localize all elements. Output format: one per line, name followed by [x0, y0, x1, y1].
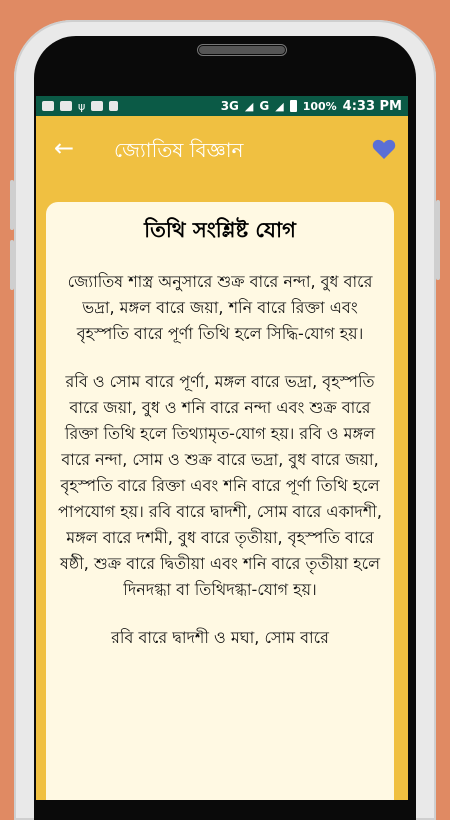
clock: 4:33 PM: [342, 98, 402, 114]
phone-speaker: [199, 46, 285, 54]
article-paragraph: জ্যোতিষ শাস্ত্র অনুসারে শুক্র বারে নন্দা, বুধ বারে ভদ্রা, মঙ্গল বারে জয়া, শনি বারে রিক্তা এবং বৃহস্পতি বারে পূর্ণা তিথি হলে সিদ্ধি-যোগ হয়।: [67, 272, 373, 343]
image-icon: [60, 101, 72, 111]
back-button[interactable]: [54, 134, 82, 162]
app-bar: [36, 116, 408, 184]
chat-icon: [91, 101, 103, 111]
message-icon: [42, 101, 54, 111]
app-title: জ্যোতিষ বিজ্ঞান: [114, 138, 244, 162]
network-type: 3G: [220, 99, 239, 113]
app-screen: [36, 96, 408, 800]
sd-card-icon: [109, 101, 118, 111]
favorite-button[interactable]: [372, 138, 396, 160]
network-g: G: [259, 99, 270, 113]
signal-icon: ◢: [275, 99, 284, 113]
signal-icon: ◢: [244, 99, 254, 113]
phone-side-button: [436, 200, 440, 280]
heart-icon: [372, 138, 396, 160]
content-area[interactable]: [36, 184, 408, 800]
phone-side-button: [10, 180, 14, 230]
usb-icon: ψ: [78, 99, 86, 113]
article-paragraph: রবি বারে দ্বাদশী ও মঘা, সোম বারে: [111, 628, 329, 647]
phone-frame: [14, 20, 436, 820]
phone-side-button: [10, 240, 14, 290]
battery-percent: 100%: [302, 99, 337, 113]
battery-icon: [290, 100, 297, 112]
status-bar: [36, 96, 408, 116]
article-title: তিথি সংশ্লিষ্ট যোগ: [144, 218, 296, 242]
article-paragraph: রবি ও সোম বারে পূর্ণা, মঙ্গল বারে ভদ্রা, বৃহস্পতি বারে জয়া, বুধ ও শনি বারে নন্দা এবং শুক্র বারে রিক্তা তিথি হলে তিথ্যামৃত-যোগ হয়। রবি ও মঙ্গল বারে নন্দা, সোম ও শুক্র বারে ভদ্রা, বুধ বারে জয়া, বৃহস্পতি বারে রিক্তা এবং শনি বারে পূর্ণা তিথি হলে পাপযোগ হয়। রবি বারে দ্বাদশী, সোম বারে একাদশী, মঙ্গল বারে দশমী, বুধ বারে তৃতীয়া, বৃহস্পতি বারে ষষ্ঠী, শুক্র বারে দ্বিতীয়া এবং শনি বারে তৃতীয়া হলে দিনদগ্ধা বা তিথিদগ্ধা-যোগ হয়।: [58, 372, 382, 599]
article-card: [46, 202, 394, 800]
arrow-left-icon: ←: [54, 134, 75, 162]
